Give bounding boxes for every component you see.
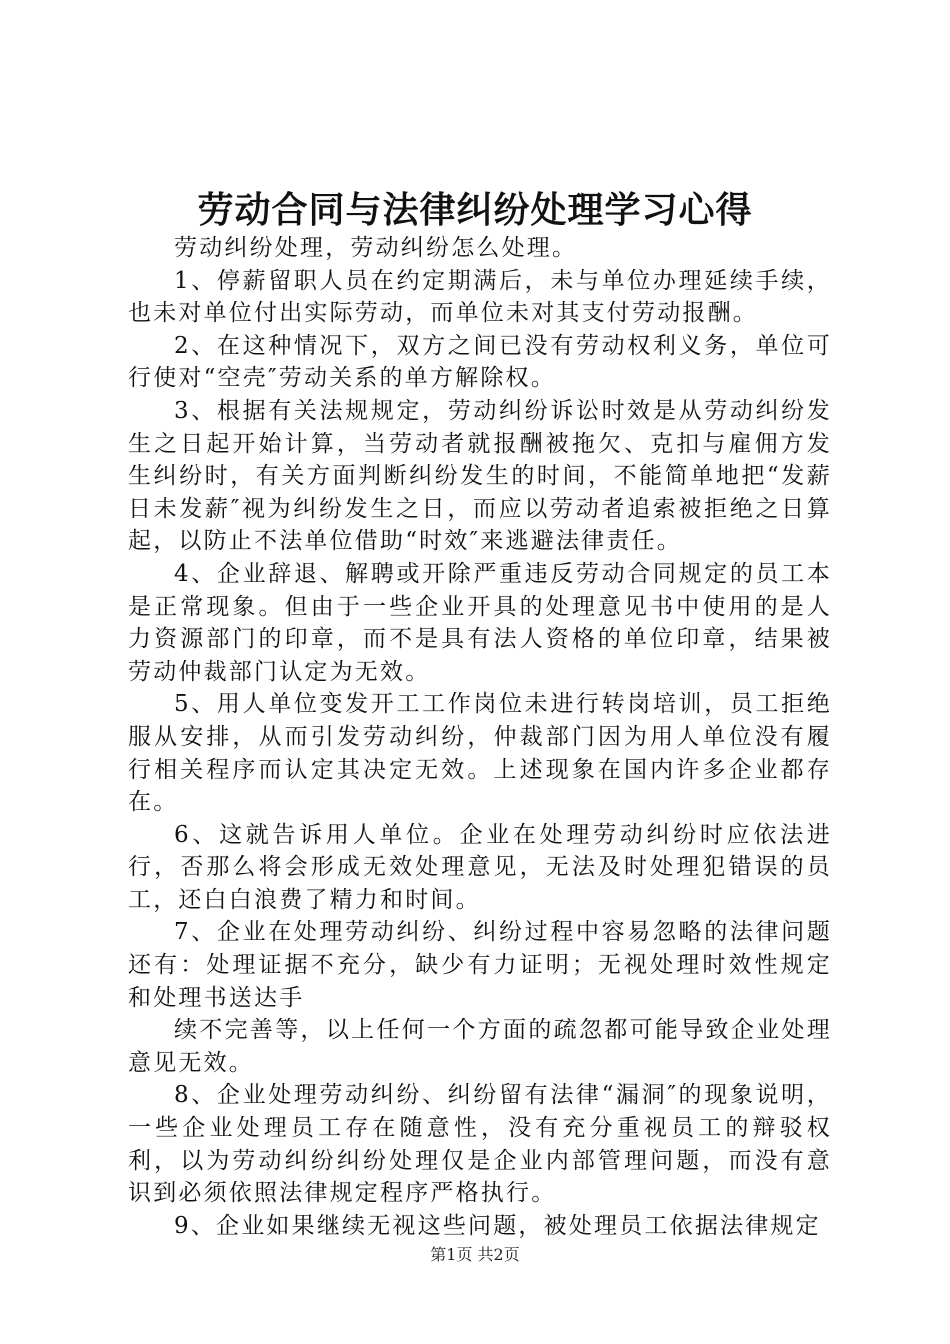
paragraph-item-4: 4、企业辞退、解聘或开除严重违反劳动合同规定的员工本是正常现象。但由于一些企业开具的处理意见书中使用的是人力资源部门的印章，而不是具有法人资格的单位印章，结果被劳动仲裁部门认定为无效。 — [128, 560, 832, 685]
paragraph-item-5: 5、用人单位变发开工工作岗位未进行转岗培训，员工拒绝服从安排，从而引发劳动纠纷，仲裁部门因为用人单位没有履行相关程序而认定其决定无效。上述现象在国内许多企业都存在。 — [128, 691, 832, 816]
paragraph-item-3: 3、根据有关法规规定，劳动纠纷诉讼时效是从劳动纠纷发生之日起开始计算，当劳动者就报酬被拖欠、克扣与雇佣方发生纠纷时，有关方面判断纠纷发生的时间，不能简单地把“发薪日未发薪″视为纠纷发生之日，而应以劳动者追索被拒绝之日算起，以防止不法单位借助“时效″来逃避法律责任。 — [128, 397, 832, 555]
paragraph-item-7: 7、企业在处理劳动纠纷、纠纷过程中容易忽略的法律问题还有：处理证据不充分，缺少有力证明；无视处理时效性规定和处理书送达手 — [128, 919, 832, 1011]
paragraph-item-9: 9、企业如果继续无视这些问题，被处理员工依据法律规定 — [174, 1212, 821, 1239]
paragraph-item-8: 8、企业处理劳动纠纷、纠纷留有法律“漏洞″的现象说明，一些企业处理员工存在随意性，没有充分重视员工的辩驳权利，以为劳动纠纷纠纷处理仅是企业内部管理问题，而没有意识到必须依照法律规定程序严格执行。 — [128, 1082, 832, 1207]
paragraph-item-2: 2、在这种情况下，双方之间已没有劳动权利义务，单位可行使对“空壳″劳动关系的单方解除权。 — [128, 332, 832, 392]
paragraph-item-1: 1、停薪留职人员在约定期满后，未与单位办理延续手续，也未对单位付出实际劳动，而单位未对其支付劳动报酬。 — [128, 267, 832, 327]
page-footer: 第1页 共2页 — [430, 1245, 520, 1264]
document-title: 劳动合同与法律纠纷处理学习心得 — [197, 189, 753, 231]
paragraph-intro: 劳动纠纷处理，劳动纠纷怎么处理。 — [174, 235, 578, 261]
paragraph-item-7-continued: 续不完善等，以上任何一个方面的疏忽都可能导致企业处理意见无效。 — [128, 1017, 832, 1076]
paragraph-item-6: 6、这就告诉用人单位。企业在处理劳动纠纷时应依法进行，否那么将会形成无效处理意见，无法及时处理犯错误的员工，还白白浪费了精力和时间。 — [128, 821, 832, 913]
document-body — [128, 232, 832, 1242]
